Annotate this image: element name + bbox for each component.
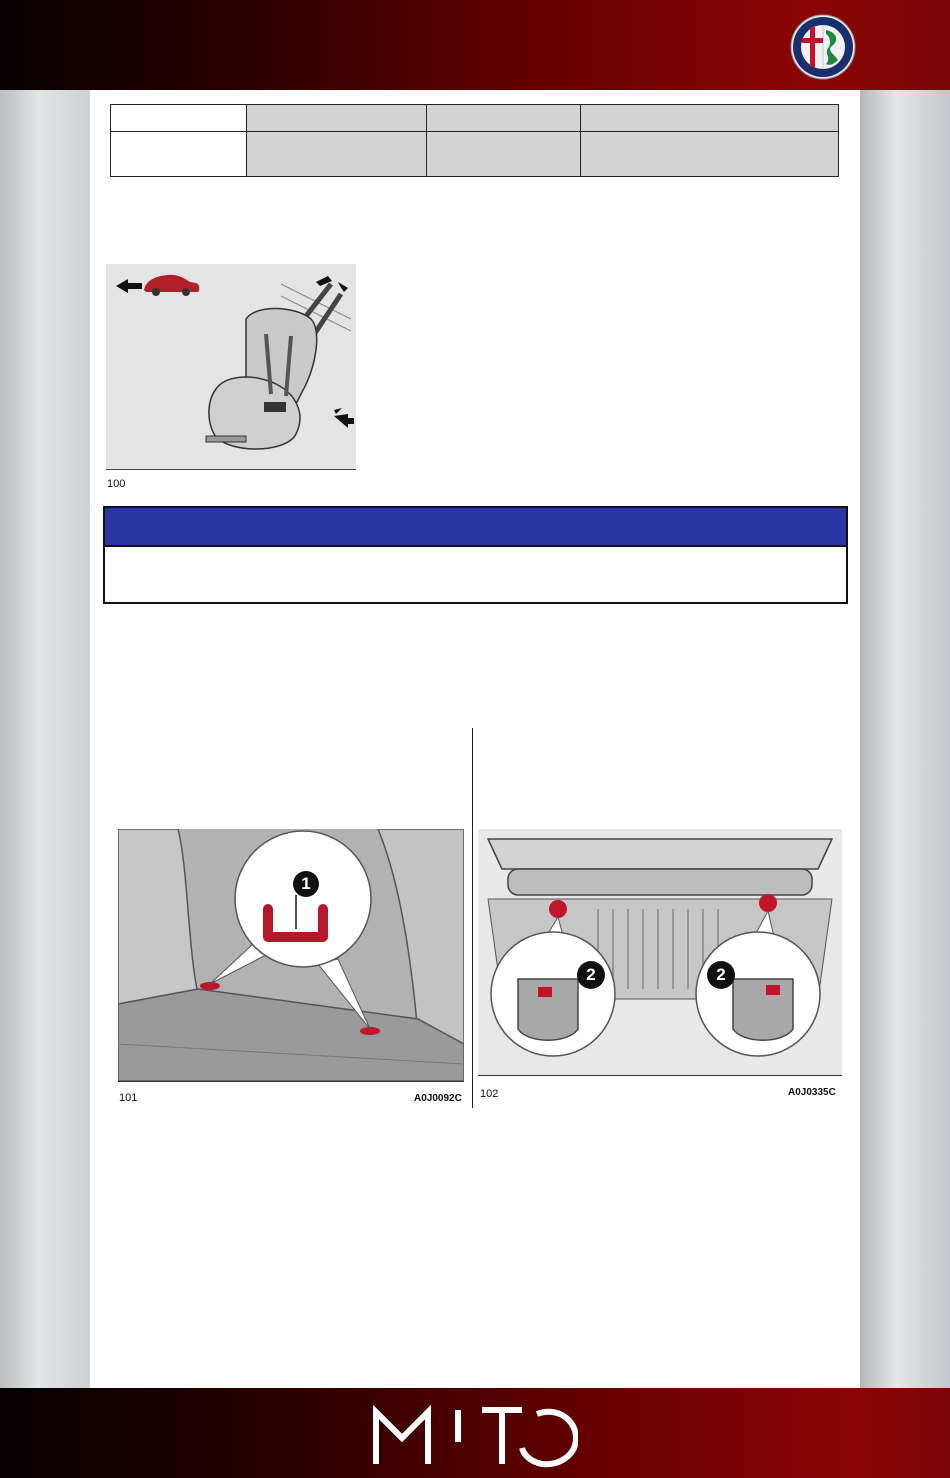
figure-code: A0J0092C xyxy=(414,1093,462,1104)
callout-1: 1 xyxy=(293,871,319,897)
table-cell xyxy=(247,105,427,132)
specification-table xyxy=(110,104,839,177)
seat-anchor-illustration xyxy=(118,829,464,1081)
figure-code: A0J0335C xyxy=(788,1087,836,1098)
figure-100-child-seat xyxy=(106,264,356,470)
table-cell xyxy=(111,132,247,177)
trunk-anchor-illustration xyxy=(478,829,842,1075)
table-cell xyxy=(427,132,581,177)
callout-2-left: 2 xyxy=(577,961,605,989)
column-divider xyxy=(472,728,473,1108)
child-seat-icon xyxy=(106,264,356,469)
table-cell xyxy=(581,105,839,132)
table-cell xyxy=(581,132,839,177)
callout-2-right: 2 xyxy=(707,961,735,989)
table-cell xyxy=(247,132,427,177)
mito-wordmark-icon xyxy=(372,1402,578,1468)
right-margin-strip xyxy=(860,90,950,1388)
figure-102-trunk-anchors xyxy=(478,829,842,1076)
figure-number: 102 xyxy=(480,1088,499,1100)
table-cell xyxy=(111,105,247,132)
table-cell xyxy=(427,105,581,132)
warning-box xyxy=(103,506,848,604)
warning-header xyxy=(105,508,846,547)
figure-number: 100 xyxy=(107,478,126,490)
figure-number: 101 xyxy=(119,1092,138,1104)
figure-101-seat-anchor xyxy=(118,829,464,1082)
alfa-romeo-logo-icon xyxy=(790,14,856,80)
